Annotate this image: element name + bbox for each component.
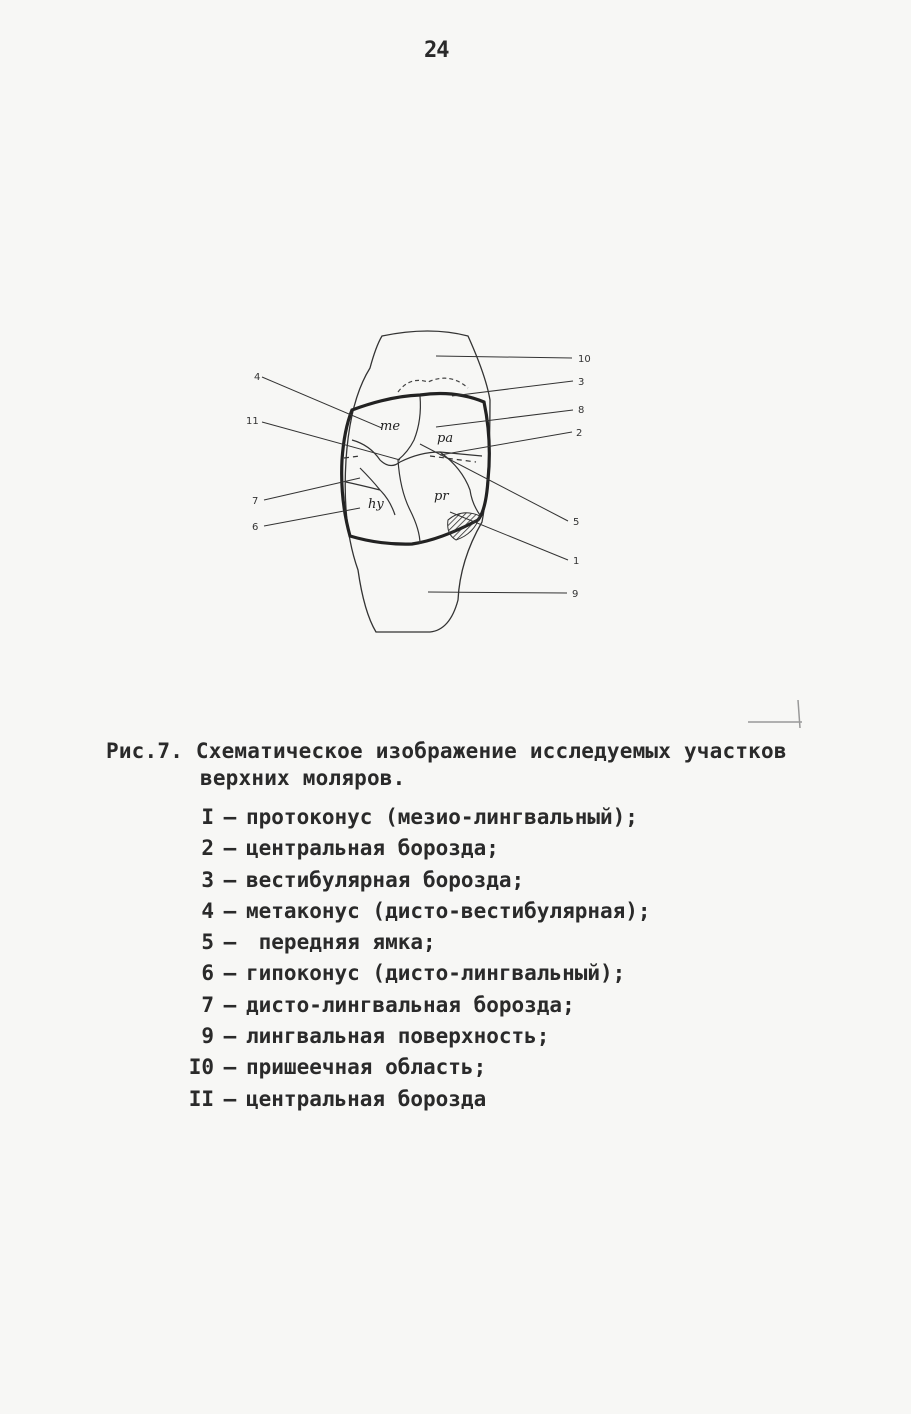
legend-item: 5 – передняя ямка; — [188, 927, 651, 958]
callout-3: 3 — [578, 377, 585, 388]
caption-text-1: Схематическое изображение исследуемых участков — [195, 739, 787, 763]
callout-10: 10 — [578, 354, 591, 365]
legend-text: передняя ямка; — [246, 930, 436, 955]
tooth-outline — [345, 331, 490, 632]
callout-9: 9 — [572, 589, 579, 600]
legend-number: 5 — [201, 930, 214, 955]
legend-number: II — [188, 1086, 214, 1111]
legend-item: 3 – вестибулярная борозда; — [188, 865, 651, 896]
callout-8: 8 — [578, 405, 585, 416]
callout-7: 7 — [252, 496, 259, 507]
legend-text: центральная борозда — [246, 1086, 487, 1111]
callout-1: 1 — [573, 556, 580, 567]
callout-11: 11 — [246, 416, 259, 427]
legend-number: 2 — [201, 836, 214, 861]
label-me: me — [380, 419, 401, 434]
legend-item: I0 – пришеечная область; — [188, 1052, 651, 1083]
caption-line-1 — [106, 738, 806, 765]
figure-caption — [106, 738, 806, 792]
label-pa: pa — [437, 431, 454, 446]
label-pr: pr — [434, 489, 449, 504]
legend-item: I – протоконус (мезио-лингвальный); — [188, 802, 651, 833]
legend-text: центральная борозда; — [246, 836, 499, 861]
legend-number: I — [201, 805, 214, 829]
legend-number: 6 — [201, 961, 214, 986]
legend-item: 7 – дисто-лингвальная борозда; — [188, 990, 651, 1021]
legend-item: II – центральная борозда — [188, 1084, 651, 1115]
caption-prefix: Рис.7. — [106, 739, 184, 763]
callout-6: 6 — [252, 522, 259, 533]
legend-text: гипоконус (дисто-лингвальный); — [246, 961, 626, 986]
legend-text: метаконус (дисто-вестибулярная); — [246, 898, 651, 923]
page-number: 24 — [424, 38, 449, 63]
label-hy: hy — [368, 497, 384, 512]
legend-item: 6 – гипоконус (дисто-лингвальный); — [188, 958, 651, 989]
legend-item: 9 – лингвальная поверхность; — [188, 1021, 651, 1052]
corner-mark — [748, 700, 802, 728]
legend-number: 4 — [201, 898, 214, 923]
legend-text: лингвальная поверхность; — [246, 1024, 550, 1049]
legend-text: протоконус (мезио-лингвальный); — [246, 805, 638, 829]
callout-4: 4 — [254, 372, 261, 383]
legend-list — [188, 802, 651, 1115]
legend-item: 2 – центральная борозда; — [188, 833, 651, 864]
legend-number: 3 — [201, 867, 214, 892]
legend-item: 4 – метаконус (дисто-вестибулярная); — [188, 896, 651, 927]
legend-text: вестибулярная борозда; — [246, 867, 525, 892]
legend-text: пришеечная область; — [246, 1055, 487, 1080]
callout-5: 5 — [573, 517, 580, 528]
dashed-contour — [398, 378, 468, 392]
legend-number: 7 — [201, 992, 214, 1017]
callout-2: 2 — [576, 428, 583, 439]
caption-line-2: верхних моляров. — [200, 766, 406, 790]
legend-number: 9 — [201, 1024, 214, 1049]
legend-text: дисто-лингвальная борозда; — [246, 992, 575, 1017]
legend-number: I0 — [188, 1055, 214, 1080]
